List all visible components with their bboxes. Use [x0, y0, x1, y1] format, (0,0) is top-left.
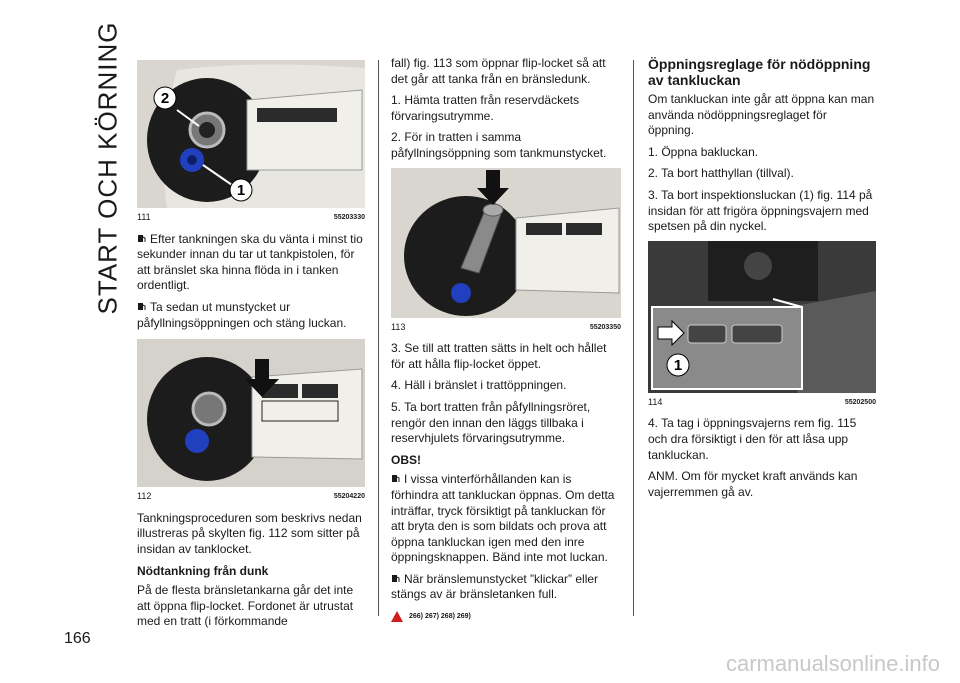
section-heading: Nödtankning från dunk [137, 563, 269, 578]
fuel-filler-illustration [137, 60, 365, 208]
warning-ref-numbers: 266) 267) 268) 269) [409, 613, 471, 621]
callout-1: 1 [673, 356, 683, 374]
figure-number: 114 [648, 396, 663, 407]
paragraph: Om tankluckan inte går att öppna kan man använda nödöppningsreglaget för öppning. [648, 92, 875, 138]
bullet-item: Efter tankningen ska du vänta i minst tio sekunder innan du tar ut tankpistolen, för att bränslet ska hinna flöda in i tanken ordentligt. [137, 231, 363, 293]
bullet-item: I vissa vinterförhållanden kan is förhindra att tankluckan öppnas. Om detta inträffar, tryck försiktigt på tankluckan för att bryta den is som bildats och prova att öppna tankluckan igen med den inre öppningsknappen. Bänd inte mot luckan. [391, 472, 615, 565]
figure-112 [137, 339, 365, 487]
column-2 [391, 56, 621, 625]
step: 1. Öppna bakluckan. [648, 144, 759, 159]
bullet-item: Ta sedan ut munstycket ur påfyllningsöppningen och stäng luckan. [137, 299, 347, 330]
figure-code: 55202500 [844, 398, 876, 406]
step: 5. Ta bort tratten från påfyllningsröret, rengör den innan den läggs tillbaka i reservhjulets förvaringsutrymme. [391, 399, 591, 446]
fuel-pump-icon [137, 302, 146, 311]
figure-number: 113 [391, 321, 406, 332]
callout-2: 2 [160, 90, 170, 107]
warning-references [391, 609, 621, 625]
paragraph: ANM. Om för mycket kraft används kan vajerremmen gå av. [648, 469, 858, 499]
paragraph: På de flesta bränsletankarna går det inte att öppna flip-locket. Fordonet är utrustat med en tratt (i förkommande [137, 583, 354, 629]
figure-code: 55204220 [333, 493, 365, 501]
warning-triangle-icon [391, 611, 403, 622]
figure-caption [391, 320, 621, 336]
figure-114 [648, 241, 876, 393]
column-1 [137, 60, 365, 636]
column-divider [378, 60, 379, 616]
column-3 [648, 56, 876, 506]
column-divider [633, 60, 634, 616]
step: 2. För in tratten i samma påfyllningsöppning som tankmunstycket. [391, 130, 607, 160]
fuel-door-label-illustration [137, 339, 365, 487]
paragraph: fall) fig. 113 som öppnar flip-locket så att det går att tanka från en bränsledunk. [391, 56, 606, 86]
funnel-insertion-illustration [391, 168, 621, 318]
step: 2. Ta bort hatthyllan (tillval). [648, 166, 794, 181]
step: 3. Ta bort inspektionsluckan (1) fig. 114 på insidan för att frigöra öppningsvajern med spetsen på din nyckel. [648, 187, 873, 234]
figure-number: 112 [137, 491, 152, 502]
figure-code: 55203330 [333, 214, 365, 221]
watermark: carmanualsonline.info [725, 651, 940, 676]
obs-heading: OBS! [391, 452, 421, 467]
step: 4. Häll i bränslet i trattöppningen. [391, 378, 567, 393]
fuel-pump-icon [391, 474, 400, 483]
paragraph: Tankningsproceduren som beskrivs nedan illustreras på skylten fig. 112 som sitter på insidan av tanklocket. [137, 510, 362, 556]
figure-caption [137, 210, 365, 226]
figure-caption [648, 395, 876, 411]
callout-1: 1 [236, 182, 246, 199]
figure-113 [391, 168, 621, 318]
figure-code: 55203350 [589, 323, 621, 331]
chapter-title: START OCH KÖRNING [92, 21, 123, 314]
bullet-item: När bränslemunstycket ”klickar” eller stängs av är bränsletanken full. [391, 571, 599, 602]
page-number: 166 [64, 630, 91, 647]
step: 3. Se till att tratten sätts in helt och hållet för att hålla flip-locket öppet. [391, 341, 607, 371]
fuel-pump-icon [391, 574, 400, 583]
section-heading: Öppningsreglage för nödöppning av tankluckan [648, 56, 871, 88]
trunk-hatch-illustration [648, 241, 876, 393]
step: 4. Ta tag i öppningsvajerns rem fig. 115 och dra försiktigt i den för att låsa upp tankluckan. [648, 416, 857, 462]
figure-number: 111 [137, 212, 151, 222]
figure-caption [137, 489, 365, 505]
step: 1. Hämta tratten från reservdäckets förvaringsutrymme. [391, 93, 580, 123]
fuel-pump-icon [137, 234, 146, 243]
figure-111 [137, 60, 365, 208]
